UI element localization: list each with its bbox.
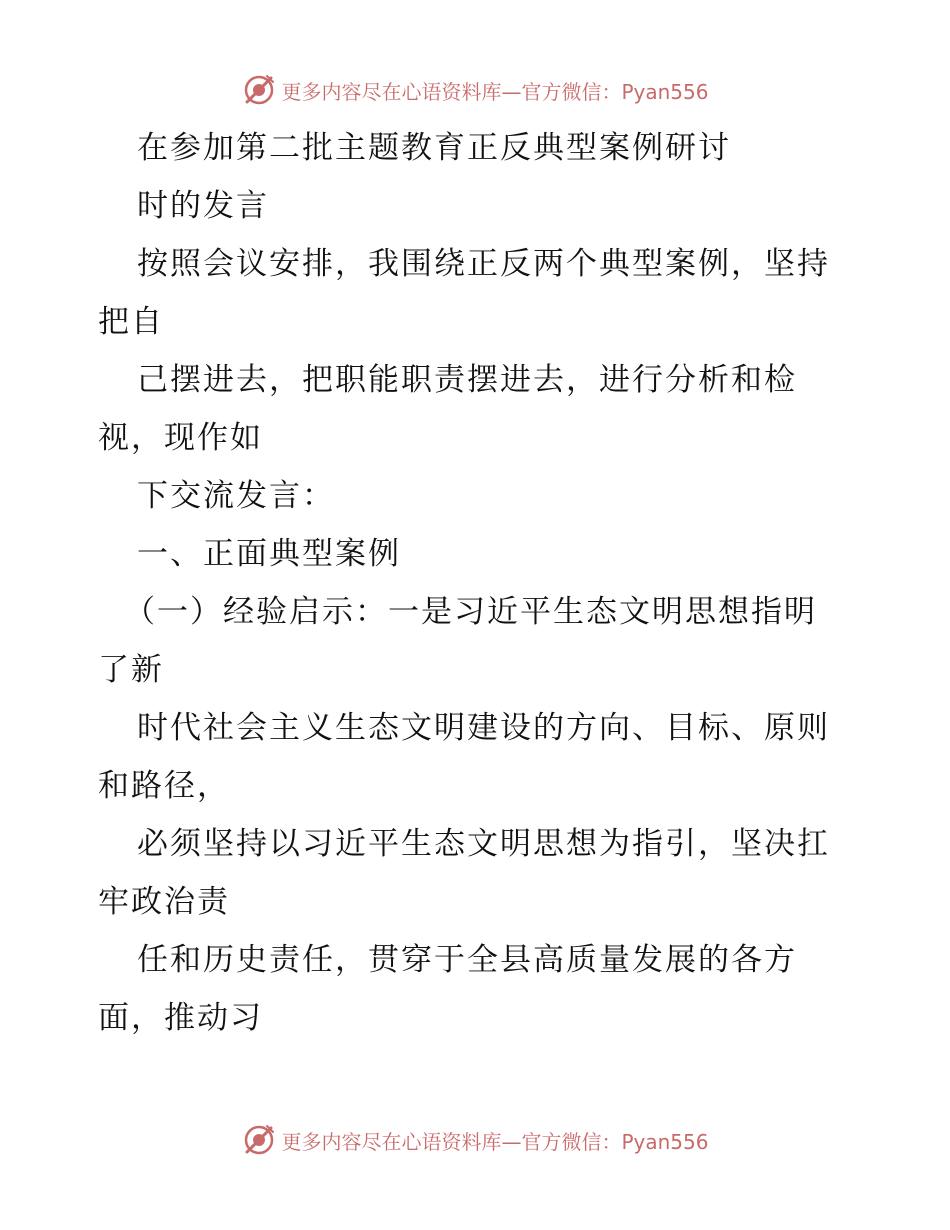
paragraph-line: 按照会议安排，我围绕正反两个典型案例，坚持 (137, 246, 830, 282)
paragraph-line: 把自 (98, 304, 164, 340)
paragraph-line: 时代社会主义生态文明建设的方向、目标、原则 (137, 710, 830, 746)
paragraph-line: 必须坚持以习近平生态文明思想为指引，坚决扛 (137, 826, 830, 862)
header-watermark-banner (0, 68, 950, 112)
brush-logo-icon (241, 1122, 277, 1158)
paragraph-line: 视，现作如 (98, 420, 263, 456)
section-heading: 一、正面典型案例 (137, 536, 401, 572)
paragraph-line: （一）经验启示：一是习近平生态文明思想指明 (124, 594, 817, 630)
document-title-line-2: 时的发言 (137, 188, 269, 224)
paragraph-line: 下交流发言： (137, 478, 335, 514)
paragraph-line: 牢政治责 (98, 884, 230, 920)
paragraph-line: 任和历史责任，贯穿于全县高质量发展的各方 (137, 942, 797, 978)
document-title-line-1: 在参加第二批主题教育正反典型案例研讨 (137, 130, 731, 166)
header-watermark-text: 更多内容尽在心语资料库—官方微信：Pyan556 (281, 79, 709, 104)
brush-logo-icon (241, 72, 277, 108)
footer-watermark-text: 更多内容尽在心语资料库—官方微信：Pyan556 (281, 1129, 709, 1154)
paragraph-line: 己摆进去，把职能职责摆进去，进行分析和检 (137, 362, 797, 398)
paragraph-line: 和路径， (98, 768, 230, 804)
paragraph-line: 了新 (98, 652, 164, 688)
footer-watermark-banner (0, 1118, 950, 1162)
paragraph-line: 面，推动习 (98, 1000, 263, 1036)
